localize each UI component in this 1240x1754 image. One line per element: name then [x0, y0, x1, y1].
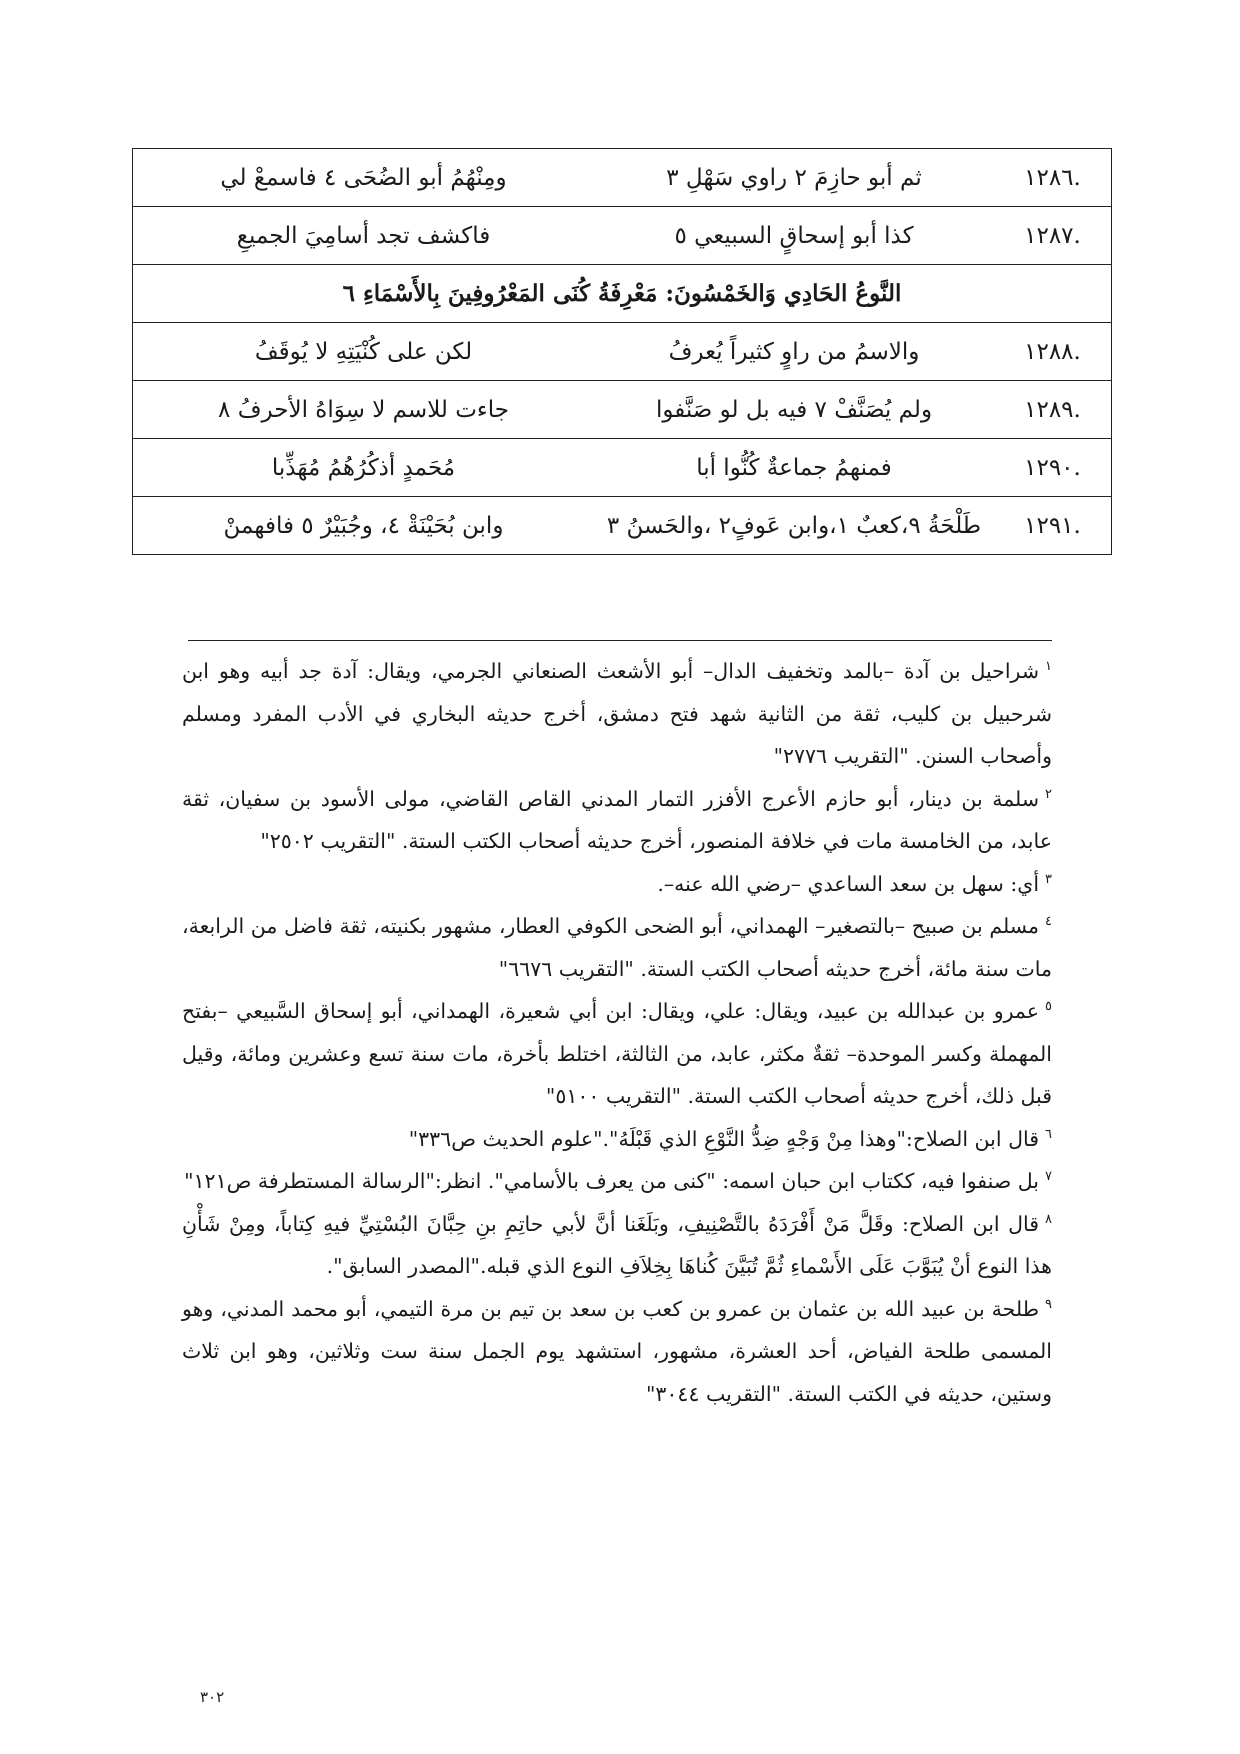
verse-second-hemistich: ومِنْهُمُ أبو الضُحَى ٤ فاسمعْ لي [133, 149, 595, 207]
footnote-mark: ٧ [1045, 1169, 1052, 1185]
verse-first-hemistich: كذا أبو إسحاقٍ السبيعي ٥ [594, 207, 994, 265]
verse-first-hemistich: فمنهمُ جماعةٌ كُنُّوا أبا [594, 439, 994, 497]
footnote-mark: ٥ [1045, 999, 1052, 1015]
table-row [133, 439, 1112, 497]
table-row [133, 207, 1112, 265]
verse-first-hemistich: والاسمُ من راوٍ كثيراً يُعرفُ [594, 323, 994, 381]
verse-number: .١٢٨٦ [994, 149, 1112, 207]
section-heading: النَّوعُ الحَادِي وَالخَمْسُونَ: مَعْرِفَةُ كُنَى المَعْرُوفِينَ بِالأَسْمَاءِ ٦ [133, 265, 1112, 323]
footnote-mark: ٩ [1045, 1296, 1052, 1312]
footnote-mark: ٦ [1045, 1126, 1052, 1142]
footnote-text: سلمة بن دينار، أبو حازم الأعرج الأفزر التمار المدني القاص القاضي، مولى الأسود بن سفيان، ثقة عابد، من الخامسة مات في خلافة المنصور، أخرج حديثه أصحاب الكتب الستة. "التقريب ٢٥٠٢" [182, 786, 1052, 853]
footnote [182, 1118, 1052, 1161]
verse-table [132, 148, 1112, 555]
footnote [182, 1160, 1052, 1203]
verse-second-hemistich: فاكشف تجد أسامِيَ الجميعِ [133, 207, 595, 265]
table-row [133, 149, 1112, 207]
footnote [182, 778, 1052, 863]
verse-second-hemistich: وابن بُحَيْنَةْ ٤، وجُبَيْرٌ ٥ فافهمنْ [133, 497, 595, 555]
footnote-mark: ٨ [1045, 1211, 1052, 1227]
footnote-text: بل صنفوا فيه، ككتاب ابن حبان اسمه: "كنى من يعرف بالأسامي". انظر:"الرسالة المستطرفة ص١٢١" [184, 1169, 1040, 1193]
footnote-text: عمرو بن عبدالله بن عبيد، ويقال: علي، ويقال: ابن أبي شعيرة، الهمداني، أبو إسحاق السَّبيعي –بفتح المهملة وكسر الموحدة– ثقةٌ مكثر، عابد، من الثالثة، اختلط بأخرة، مات سنة تسع وعشرين ومائة، وقيل قبل ذلك، أخرج حديثه أصحاب الكتب الستة. "التقريب ٥١٠٠" [182, 999, 1052, 1108]
footnote-text: قال ابن الصلاح:"وهذا مِنْ وَجْهٍ ضِدُّ النَّوْعِ الذي قَبْلَهُ"."علوم الحديث ص٣٣٦" [408, 1126, 1040, 1151]
footnote [182, 1203, 1052, 1288]
footnote-mark: ٤ [1045, 914, 1052, 930]
footnote [182, 650, 1052, 778]
verse-first-hemistich: طَلْحَةُ ٩،كعبٌ ١،وابن عَوفٍ٢ ،والحَسنُ ٣ [594, 497, 994, 555]
verse-first-hemistich: ثم أبو حازِمَ ٢ راوي سَهْلِ ٣ [594, 149, 994, 207]
footnote-text: مسلم بن صبيح –بالتصغير– الهمداني، أبو الضحى الكوفي العطار، مشهور بكنيته، ثقة فاضل من الرابعة، مات سنة مائة، أخرج حديثه أصحاب الكتب الستة. "التقريب ٦٦٧٦" [182, 914, 1052, 981]
section-heading-row [133, 265, 1112, 323]
footnote-separator [188, 640, 1052, 641]
verse-number: .١٢٨٩ [994, 381, 1112, 439]
footnote-text: شراحيل بن آدة –بالمد وتخفيف الدال– أبو الأشعث الصنعاني الجرمي، ويقال: آدة جد أبيه وهو ابن شرحبيل بن كليب، ثقة من الثانية شهد فتح دمشق، أخرج حديثه البخاري في الأدب المفرد ومسلم وأصحاب السنن. "التقريب ٢٧٧٦" [182, 659, 1052, 768]
table-row [133, 497, 1112, 555]
footnote-text: أي: سهل بن سعد الساعدي –رضي الله عنه–. [657, 871, 1040, 896]
verse-number: .١٢٨٧ [994, 207, 1112, 265]
verse-second-hemistich: مُحَمدٍ أذكُرُهُمُ مُهَذِّبا [133, 439, 595, 497]
footnotes [182, 650, 1052, 1415]
table-row [133, 381, 1112, 439]
verse-number: .١٢٨٨ [994, 323, 1112, 381]
verse-number: .١٢٩١ [994, 497, 1112, 555]
verse-number: .١٢٩٠ [994, 439, 1112, 497]
footnote-mark: ٢ [1045, 786, 1052, 802]
verse-second-hemistich: لكن على كُنْيَتِهِ لا يُوقَفُ [133, 323, 595, 381]
verse-first-hemistich: ولم يُصَنَّفْ ٧ فيه بل لو صَنَّفوا [594, 381, 994, 439]
page-number: ٣٠٢ [200, 1688, 225, 1706]
footnote-text: طلحة بن عبيد الله بن عثمان بن عمرو بن كعب بن سعد بن تيم بن مرة التيمي، أبو محمد المدني، وهو المسمى طلحة الفياض، أحد العشرة، مشهور، استشهد يوم الجمل سنة ست وثلاثين، وهو ابن ثلاث وستين، حديثه في الكتب الستة. "التقريب ٣٠٤٤" [182, 1296, 1052, 1406]
verse-second-hemistich: جاءت للاسم لا سِوَاهُ الأحرفُ ٨ [133, 381, 595, 439]
footnote [182, 863, 1052, 906]
table-row [133, 323, 1112, 381]
footnote [182, 905, 1052, 990]
footnote-mark: ٣ [1045, 871, 1052, 887]
footnote-text: قال ابن الصلاح: وقَلَّ مَنْ أَفْرَدَهُ بالتَّصْنِيفِ، وبَلَغَنا أنَّ لأبي حاتِمِ بنِ حِبَّانَ البُسْتِيِّ فيهِ كِتاباً، ومِنْ شَأْنِ هذا النوع أنْ يُبَوَّبَ عَلَى الأَسْماءِ ثُمَّ تُبَيَّنَ كُناهَا بِخِلاَفِ النوع الذي قبله."المصدر السابق". [182, 1211, 1052, 1278]
footnote [182, 1288, 1052, 1416]
footnote-mark: ١ [1045, 659, 1052, 675]
footnote [182, 990, 1052, 1118]
